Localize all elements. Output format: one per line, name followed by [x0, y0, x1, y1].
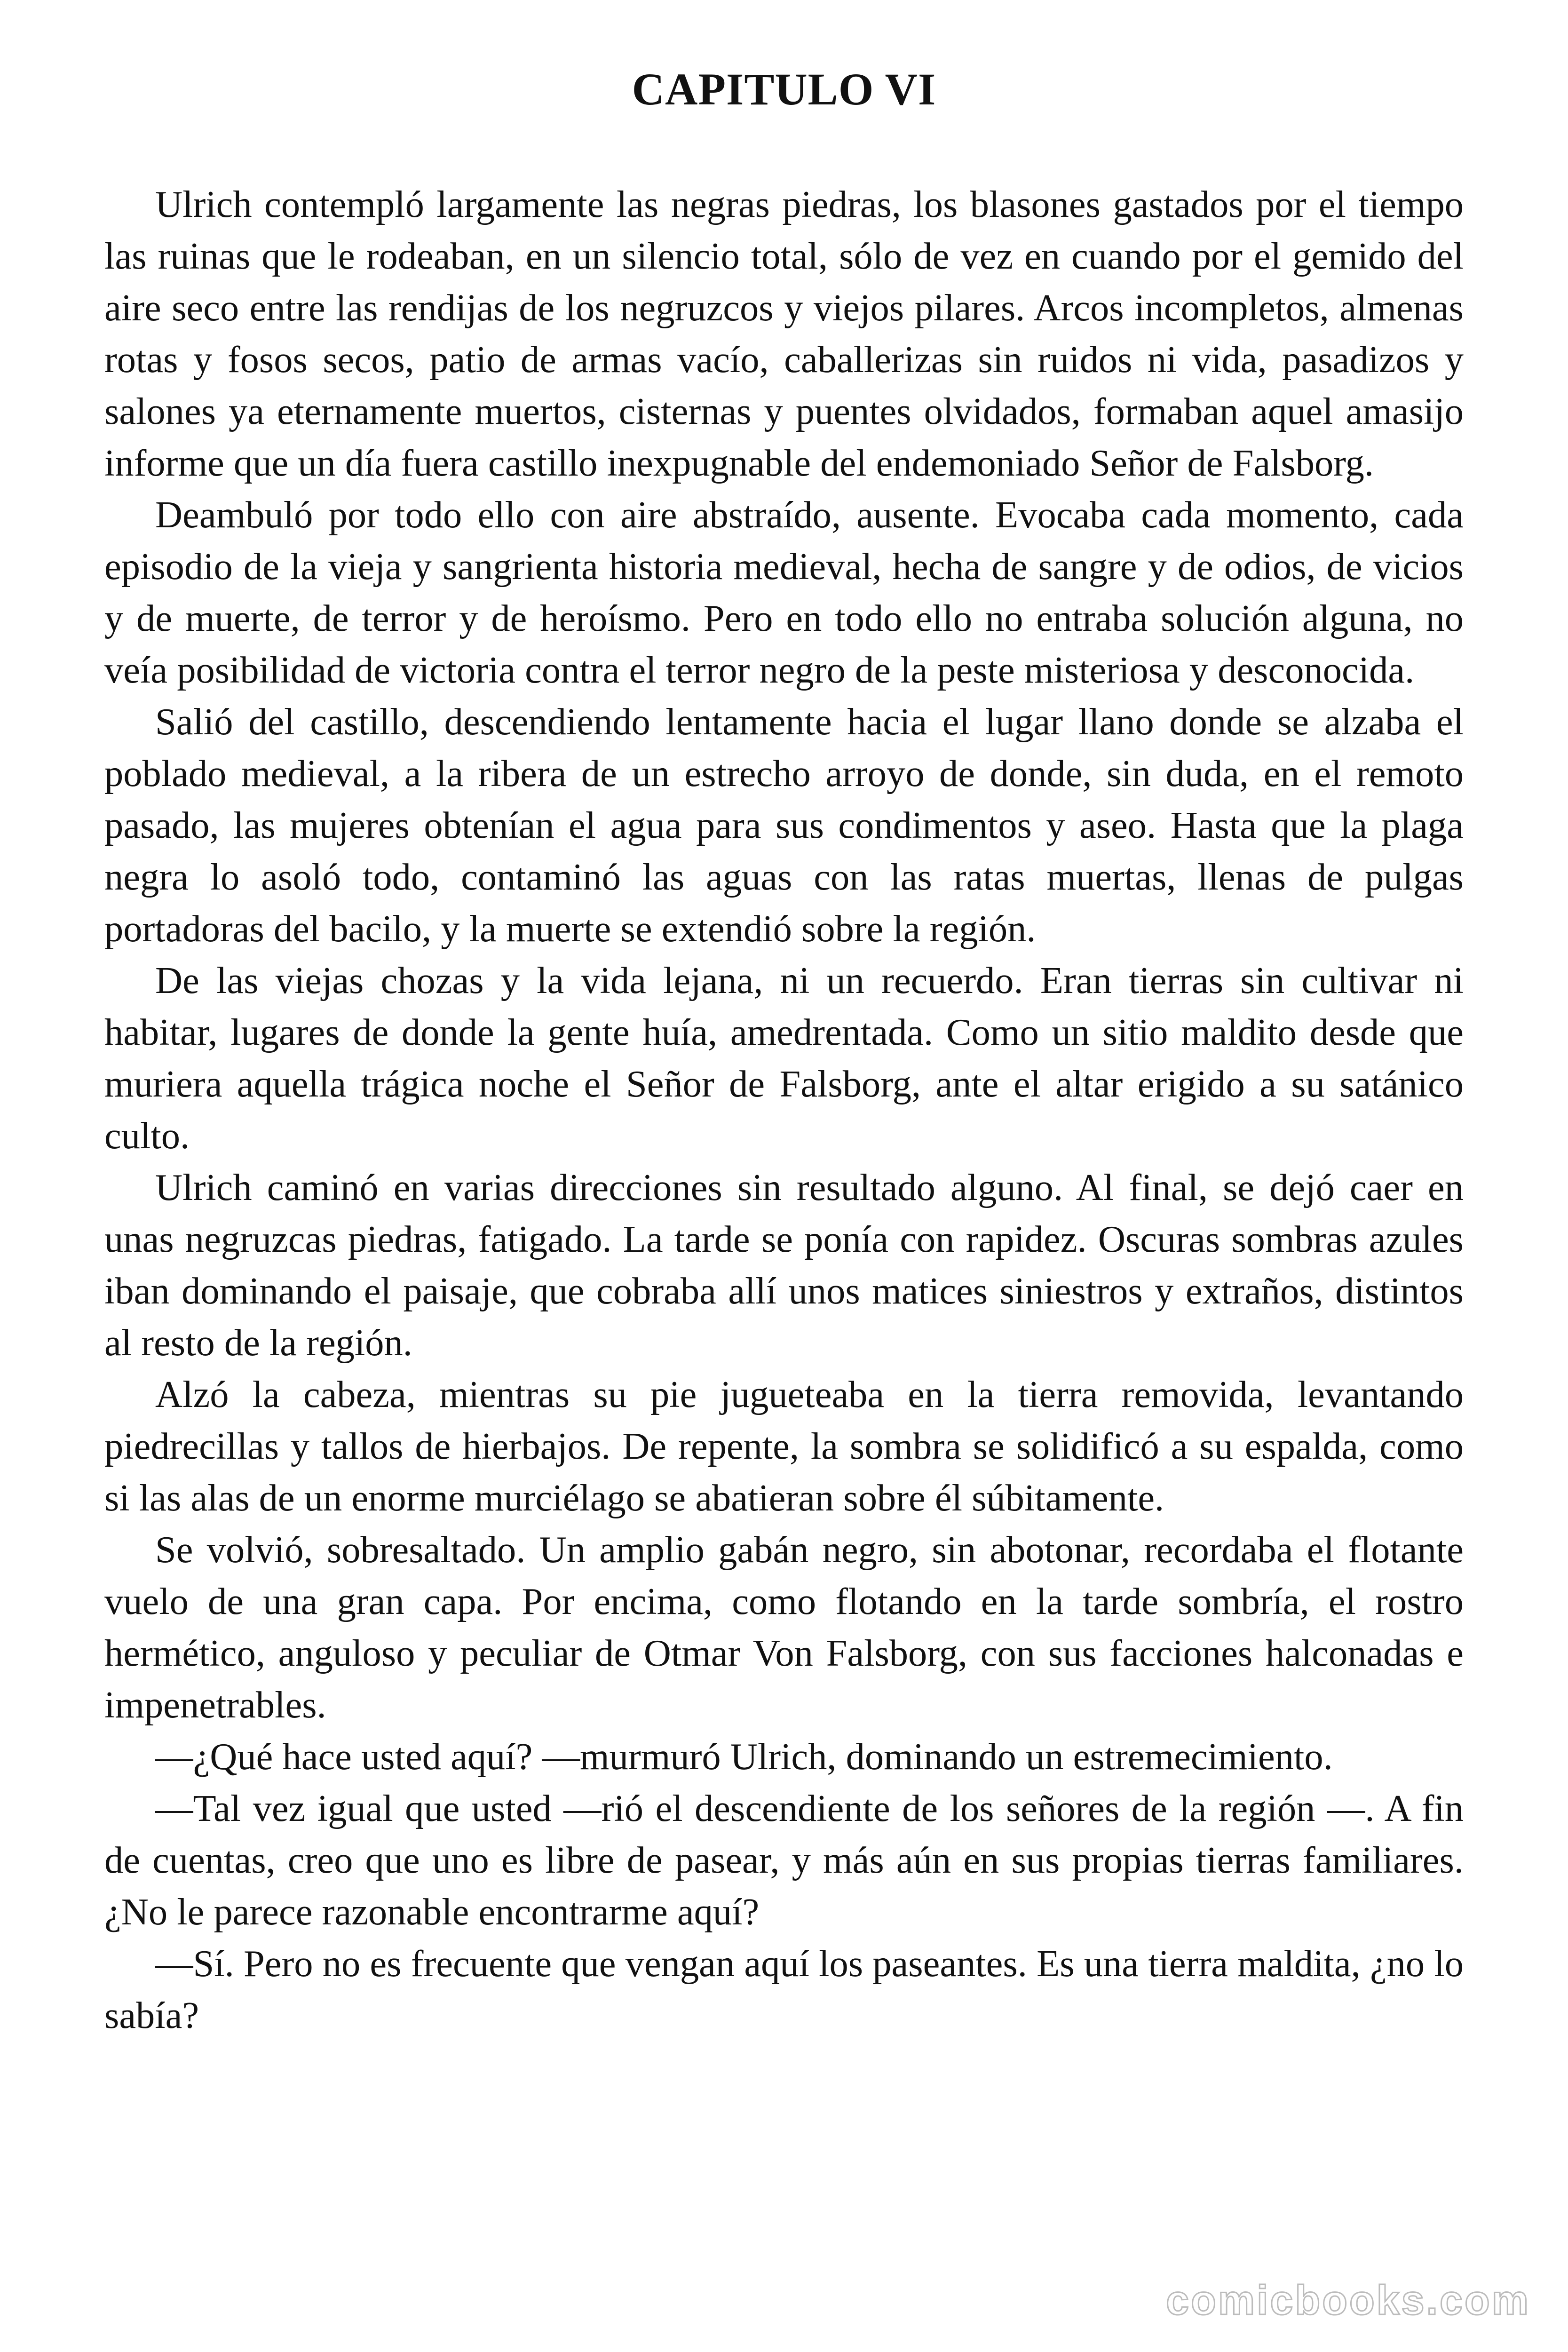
chapter-title: CAPITULO VI — [632, 64, 936, 114]
paragraph: Se volvió, sobresaltado. Un amplio gabán negro, sin abotonar, recordaba el flotante vuelo de una gran capa. Por encima, como flotando en la tarde sombría, el rostro hermético, anguloso y peculiar de Otmar Von Falsborg, con sus facciones halconadas e impenetrables. — [104, 1529, 1464, 1726]
paragraph: Ulrich caminó en varias direcciones sin resultado alguno. Al final, se dejó caer en unas negruzcas piedras, fatigado. La tarde se ponía con rapidez. Oscuras sombras azules iban dominando el paisaje, que cobraba allí unos matices siniestros y extraños, distintos al resto de la región. — [104, 1167, 1464, 1364]
paragraph: Deambuló por todo ello con aire abstraído, ausente. Evocaba cada momento, cada episodio de la vieja y sangrienta historia medieval, hecha de sangre y de odios, de vicios y de muerte, de terror y de heroísmo. Pero en todo ello no entraba solución alguna, no veía posibilidad de victoria contra el terror negro de la peste misteriosa y desconocida. — [104, 494, 1464, 691]
dialogue-paragraph: —Sí. Pero no es frecuente que vengan aquí los paseantes. Es una tierra maldita, ¿no lo sabía? — [104, 1943, 1464, 2036]
paragraph: Ulrich contempló largamente las negras piedras, los blasones gastados por el tiempo las ruinas que le rodeaban, en un silencio total, sólo de vez en cuando por el gemido del aire seco entre las rendijas de los negruzcos y viejos pilares. Arcos incompletos, almenas rotas y fosos secos, patio de armas vacío, caballerizas sin ruidos ni vida, pasadizos y salones ya eternamente muertos, cisternas y puentes olvidados, formaban aquel amasijo informe que un día fuera castillo inexpugnable del endemoniado Señor de Falsborg. — [104, 183, 1464, 484]
chapter-body — [104, 179, 1464, 2042]
watermark: comicbooks.com — [1166, 2277, 1530, 2323]
paragraph: Alzó la cabeza, mientras su pie jugueteaba en la tierra removida, levantando piedrecillas y tallos de hierbajos. De repente, la sombra se solidificó a su espalda, como si las alas de un enorme murciélago se abatieran sobre él súbitamente. — [104, 1374, 1464, 1519]
paragraph: De las viejas chozas y la vida lejana, ni un recuerdo. Eran tierras sin cultivar ni habitar, lugares de donde la gente huía, amedrentada. Como un sitio maldito desde que muriera aquella trágica noche el Señor de Falsborg, ante el altar erigido a su satánico culto. — [104, 960, 1464, 1157]
dialogue-paragraph: —¿Qué hace usted aquí? —murmuró Ulrich, dominando un estremecimiento. — [155, 1736, 1333, 1778]
paragraph: Salió del castillo, descendiendo lentamente hacia el lugar llano donde se alzaba el poblado medieval, a la ribera de un estrecho arroyo de donde, sin duda, en el remoto pasado, las mujeres obtenían el agua para sus condimentos y aseo. Hasta que la plaga negra lo asoló todo, contaminó las aguas con las ratas muertas, llenas de pulgas portadoras del bacilo, y la muerte se extendió sobre la región. — [104, 701, 1464, 950]
dialogue-paragraph: —Tal vez igual que usted —rió el descendiente de los señores de la región —. A fin de cuentas, creo que uno es libre de pasear, y más aún en sus propias tierras familiares. ¿No le parece razonable encontrarme aquí? — [104, 1788, 1464, 1933]
